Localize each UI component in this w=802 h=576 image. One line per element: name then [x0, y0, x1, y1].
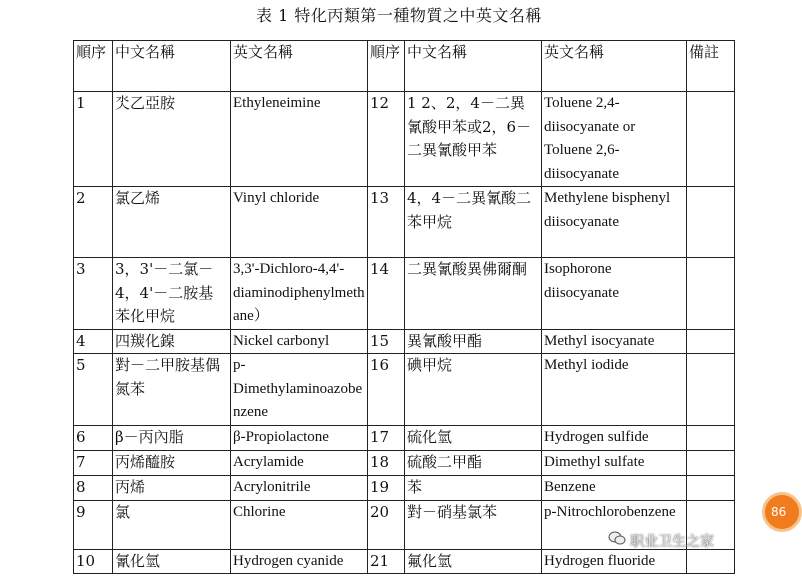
- english-name-cell: Acrylamide: [231, 450, 368, 475]
- note-cell: [687, 354, 735, 426]
- table-row: [74, 329, 735, 354]
- chinese-name-cell: 氼乙亞胺: [113, 92, 231, 187]
- row-number-cell: 5: [74, 354, 113, 426]
- row-number-cell: 6: [74, 425, 113, 450]
- watermark-text: 职业卫生之家: [630, 534, 714, 550]
- english-name-cell: p-Dimethylaminoazobenzene: [231, 354, 368, 426]
- chinese-name-cell: 二異氰酸異佛爾酮: [405, 258, 542, 330]
- english-name-cell: Acrylonitrile: [231, 475, 368, 500]
- note-cell: [687, 187, 735, 258]
- chinese-name-cell: 丙烯: [113, 475, 231, 500]
- chinese-name-cell: 氰化氫: [113, 549, 231, 574]
- header-cell: 順序: [368, 41, 405, 92]
- watermark: [608, 530, 714, 554]
- header-cell: 備註: [687, 41, 735, 92]
- row-number-cell: 8: [74, 475, 113, 500]
- english-name-cell: Dimethyl sulfate: [542, 450, 687, 475]
- table-row: [74, 187, 735, 258]
- english-name-cell: Hydrogen cyanide: [231, 549, 368, 574]
- header-cell: 英文名稱: [231, 41, 368, 92]
- chinese-name-cell: 1 2、2，4－二異氰酸甲苯或2，6－二異氰酸甲苯: [405, 92, 542, 187]
- row-number-cell: 1: [74, 92, 113, 187]
- row-number-cell: 17: [368, 425, 405, 450]
- row-number-cell: 7: [74, 450, 113, 475]
- english-name-cell: Benzene: [542, 475, 687, 500]
- wechat-icon: [608, 530, 626, 554]
- chinese-name-cell: 異氰酸甲酯: [405, 329, 542, 354]
- row-number-cell: 19: [368, 475, 405, 500]
- table-row: [74, 354, 735, 426]
- row-number-cell: 15: [368, 329, 405, 354]
- english-name-cell: 3,3'-Dichloro-4,4'-diaminodiphenylmethane）: [231, 258, 368, 330]
- english-name-cell: p-Nitrochlorobenzene: [542, 500, 687, 549]
- english-name-cell: Chlorine: [231, 500, 368, 549]
- table-row: [74, 475, 735, 500]
- chinese-name-cell: 硫酸二甲酯: [405, 450, 542, 475]
- row-number-cell: 13: [368, 187, 405, 258]
- chinese-name-cell: 氟化氫: [405, 549, 542, 574]
- chinese-name-cell: 3，3'－二氯－4，4'－二胺基苯化甲烷: [113, 258, 231, 330]
- chinese-name-cell: β－丙內脂: [113, 425, 231, 450]
- row-number-cell: 4: [74, 329, 113, 354]
- note-cell: [687, 450, 735, 475]
- row-number-cell: 3: [74, 258, 113, 330]
- english-name-cell: Hydrogen fluoride: [542, 549, 687, 574]
- english-name-cell: Methyl isocyanate: [542, 329, 687, 354]
- english-name-cell: Vinyl chloride: [231, 187, 368, 258]
- header-cell: 英文名稱: [542, 41, 687, 92]
- english-name-cell: Hydrogen sulfide: [542, 425, 687, 450]
- chemical-names-table: [73, 40, 735, 574]
- chinese-name-cell: 四羰化鎳: [113, 329, 231, 354]
- english-name-cell: Isophorone diisocyanate: [542, 258, 687, 330]
- chinese-name-cell: 硫化氫: [405, 425, 542, 450]
- chinese-name-cell: 碘甲烷: [405, 354, 542, 426]
- english-name-cell: β-Propiolactone: [231, 425, 368, 450]
- row-number-cell: 14: [368, 258, 405, 330]
- chinese-name-cell: 對－硝基氯苯: [405, 500, 542, 549]
- row-number-cell: 16: [368, 354, 405, 426]
- row-number-cell: 20: [368, 500, 405, 549]
- chinese-name-cell: 對－二甲胺基偶氮苯: [113, 354, 231, 426]
- note-cell: [687, 425, 735, 450]
- note-cell: [687, 92, 735, 187]
- note-cell: [687, 329, 735, 354]
- table-row: [74, 450, 735, 475]
- chinese-name-cell: 氯: [113, 500, 231, 549]
- table-row: [74, 92, 735, 187]
- english-name-cell: Methylene bisphenyl diisocyanate: [542, 187, 687, 258]
- english-name-cell: Nickel carbonyl: [231, 329, 368, 354]
- table-row: [74, 258, 735, 330]
- english-name-cell: Ethyleneimine: [231, 92, 368, 187]
- row-number-cell: 18: [368, 450, 405, 475]
- row-number-cell: 21: [368, 549, 405, 574]
- header-cell: 順序: [74, 41, 113, 92]
- chinese-name-cell: 丙烯醯胺: [113, 450, 231, 475]
- chinese-name-cell: 氯乙烯: [113, 187, 231, 258]
- note-cell: [687, 258, 735, 330]
- english-name-cell: Toluene 2,4-diisocyanate or Toluene 2,6-diisocyanate: [542, 92, 687, 187]
- row-number-cell: 9: [74, 500, 113, 549]
- note-cell: [687, 475, 735, 500]
- table-title: 表 1 特化丙類第一種物質之中英文名稱: [256, 6, 542, 25]
- header-cell: 中文名稱: [113, 41, 231, 92]
- header-row: [74, 41, 735, 92]
- chinese-name-cell: 4，4－二異氰酸二苯甲烷: [405, 187, 542, 258]
- chinese-name-cell: 苯: [405, 475, 542, 500]
- header-cell: 中文名稱: [405, 41, 542, 92]
- table-row: [74, 425, 735, 450]
- notification-badge[interactable]: 86: [762, 492, 802, 532]
- row-number-cell: 10: [74, 549, 113, 574]
- row-number-cell: 12: [368, 92, 405, 187]
- row-number-cell: 2: [74, 187, 113, 258]
- english-name-cell: Methyl iodide: [542, 354, 687, 426]
